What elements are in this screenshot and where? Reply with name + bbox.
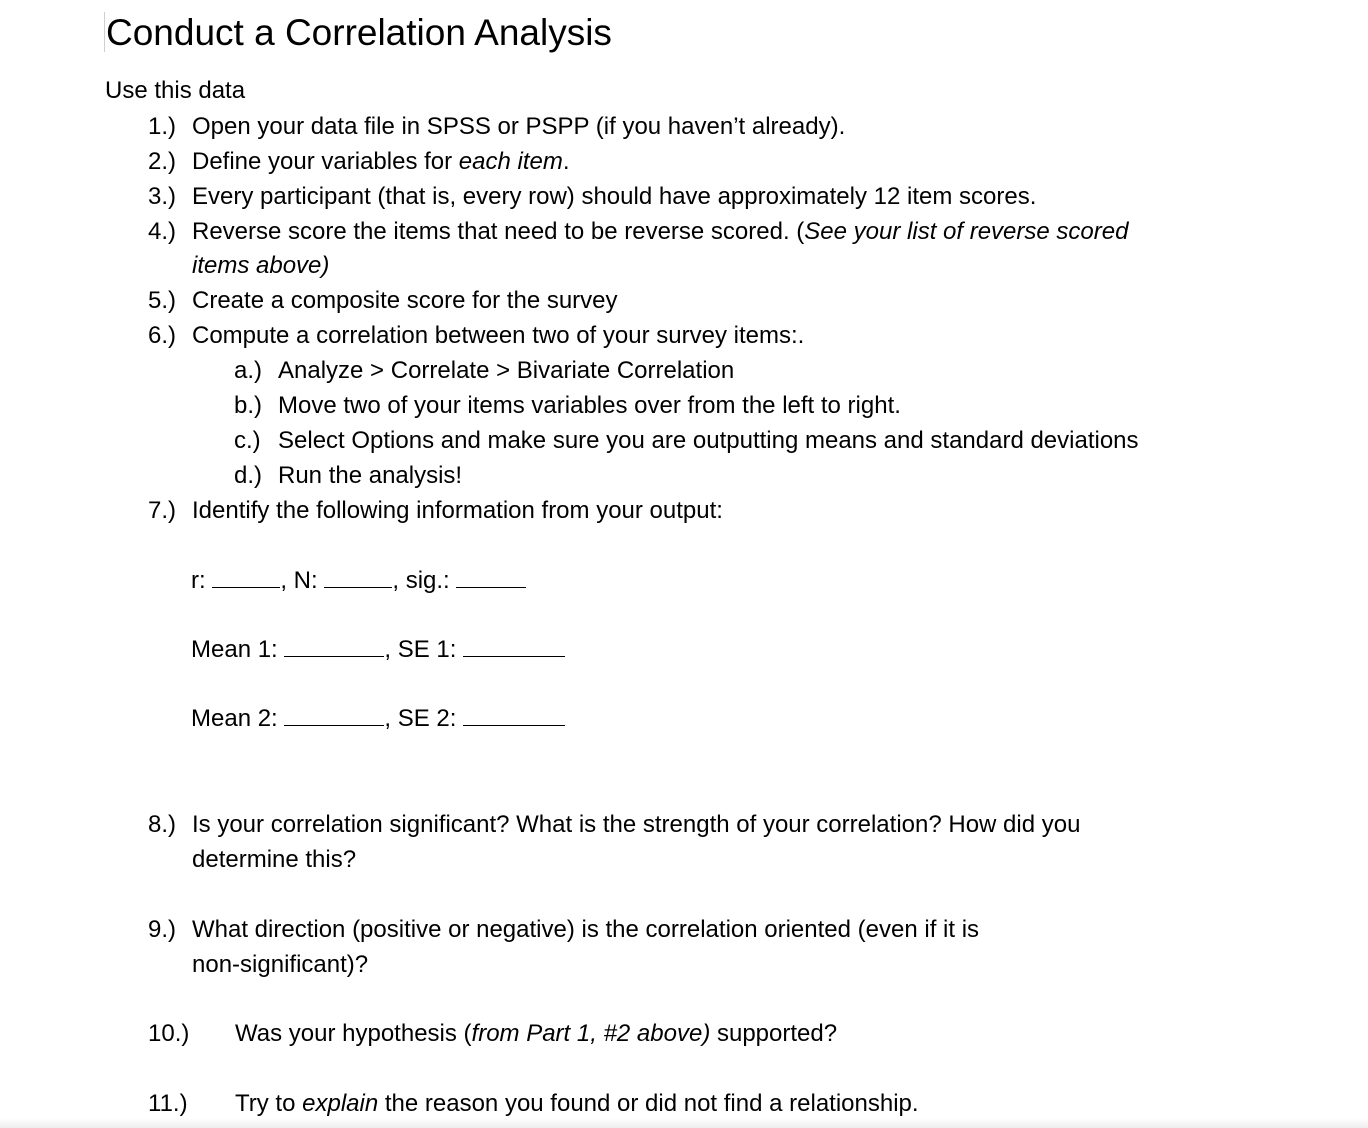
step-6a-text: Analyze > Correlate > Bivariate Correlation <box>278 357 735 384</box>
step-6d-text: Run the analysis! <box>278 462 463 489</box>
step-3-text: Every participant (that is, every row) should have approximately 12 item scores. <box>192 183 1037 210</box>
step-9-number: 9.) <box>148 916 177 943</box>
mean2-label: Mean 2: <box>191 705 278 732</box>
page-title: Conduct a Correlation Analysis <box>106 12 612 53</box>
sig-label: , sig.: <box>392 567 450 594</box>
intro-text: Use this data <box>105 77 246 104</box>
step-6b-letter: b.) <box>234 392 263 419</box>
step-6a-letter: a.) <box>234 357 263 384</box>
sig-blank[interactable] <box>456 565 526 588</box>
step-4-number: 4.) <box>148 218 177 245</box>
step-11-text: Try to explain the reason you found or did not find a relationship. <box>235 1090 919 1117</box>
step-6b-text: Move two of your items variables over from the left to right. <box>278 392 901 419</box>
step-3-number: 3.) <box>148 183 177 210</box>
n-blank[interactable] <box>324 565 392 588</box>
step-8-text: Is your correlation significant? What is the strength of your correlation? How did you <box>192 811 1081 838</box>
mean1-label: Mean 1: <box>191 636 278 663</box>
step-10-text: Was your hypothesis (from Part 1, #2 above) supported? <box>235 1020 838 1047</box>
page-bottom-shadow <box>0 1118 1368 1128</box>
step-6c-text: Select Options and make sure you are outputting means and standard deviations <box>278 427 1139 454</box>
step-4-text-continued: items above) <box>192 252 330 279</box>
step-7-number: 7.) <box>148 497 177 524</box>
step-5-text: Create a composite score for the survey <box>192 287 618 314</box>
mean2-se2-row <box>191 702 565 736</box>
step-6-text: Compute a correlation between two of your survey items:. <box>192 322 805 349</box>
step-5-number: 5.) <box>148 287 177 314</box>
mean2-blank[interactable] <box>284 703 384 726</box>
step-10-number: 10.) <box>148 1020 190 1047</box>
r-n-sig-row <box>191 564 526 598</box>
se2-label: , SE 2: <box>384 705 457 732</box>
step-11-number: 11.) <box>148 1090 188 1117</box>
n-label: , N: <box>280 567 318 594</box>
r-label: r: <box>191 567 206 594</box>
step-9-text: What direction (positive or negative) is the correlation oriented (even if it is <box>192 916 980 943</box>
mean1-blank[interactable] <box>284 634 384 657</box>
step-6c-letter: c.) <box>234 427 261 454</box>
se2-blank[interactable] <box>463 703 565 726</box>
r-blank[interactable] <box>212 565 280 588</box>
se1-blank[interactable] <box>463 634 565 657</box>
step-2-text: Define your variables for each item. <box>192 148 570 175</box>
step-9-text-continued: non-significant)? <box>192 951 369 978</box>
mean1-se1-row <box>191 633 565 667</box>
step-7-text: Identify the following information from your output: <box>192 497 723 524</box>
se1-label: , SE 1: <box>384 636 457 663</box>
text-cursor <box>104 12 105 52</box>
step-1-number: 1.) <box>148 113 177 140</box>
step-8-number: 8.) <box>148 811 177 838</box>
step-1-text: Open your data file in SPSS or PSPP (if you haven’t already). <box>192 113 846 140</box>
step-4-text: Reverse score the items that need to be reverse scored. (See your list of reverse scored <box>192 218 1129 245</box>
step-6-number: 6.) <box>148 322 177 349</box>
step-8-text-continued: determine this? <box>192 846 357 873</box>
step-6d-letter: d.) <box>234 462 263 489</box>
step-2-number: 2.) <box>148 148 177 175</box>
